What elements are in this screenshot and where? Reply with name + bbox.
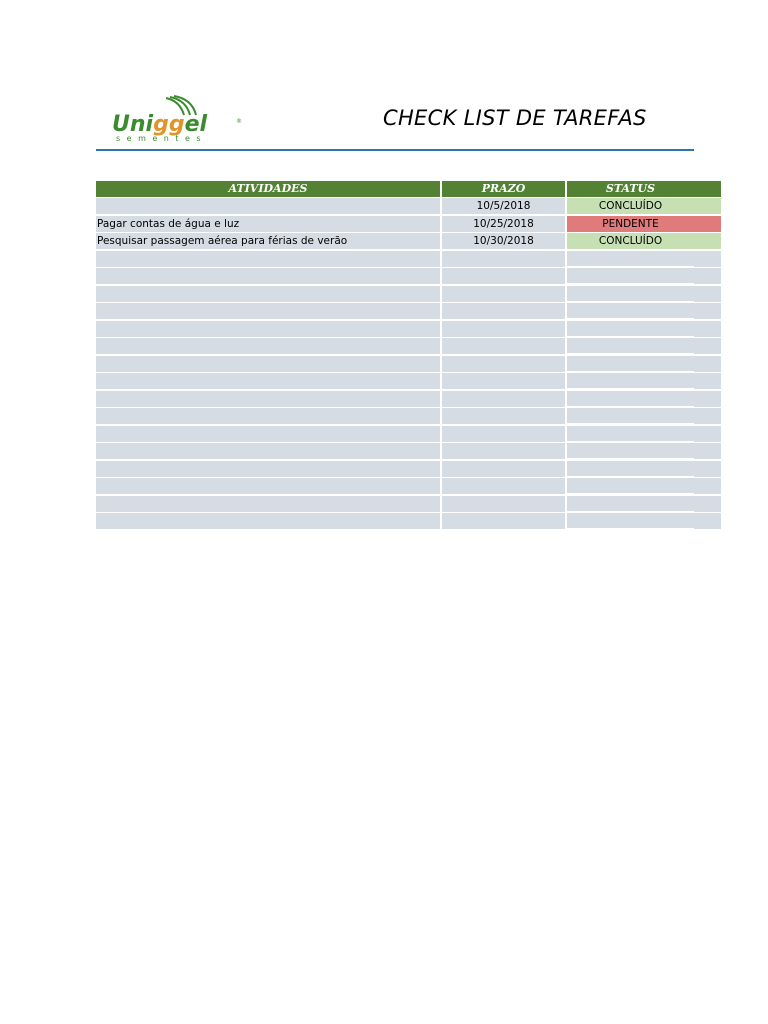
logo-graphic: [110, 95, 255, 145]
status-extra-cell: [694, 408, 721, 424]
prazo-cell[interactable]: [442, 408, 565, 424]
prazo-cell[interactable]: [442, 373, 565, 389]
atividade-cell[interactable]: [96, 251, 440, 267]
prazo-cell[interactable]: [442, 321, 565, 337]
table-body: [96, 198, 721, 529]
prazo-cell[interactable]: [442, 513, 565, 529]
status-extra-cell: [694, 338, 721, 354]
table-row: [96, 408, 721, 424]
atividade-cell[interactable]: [96, 426, 440, 442]
status-cell[interactable]: PENDENTE: [567, 216, 694, 232]
status-cell[interactable]: [567, 513, 694, 529]
status-cell[interactable]: [567, 251, 694, 267]
status-cell[interactable]: CONCLUÍDO: [567, 233, 694, 249]
uniggel-logo: [110, 95, 255, 145]
table-row: [96, 373, 721, 389]
table-row: [96, 426, 721, 442]
status-extra-cell: [694, 496, 721, 512]
status-extra-cell: [694, 426, 721, 442]
status-extra-cell: [694, 513, 721, 529]
status-cell[interactable]: [567, 338, 694, 354]
status-cell[interactable]: [567, 443, 694, 459]
table-row: [96, 391, 721, 407]
table-row: [96, 286, 721, 302]
prazo-cell[interactable]: [442, 251, 565, 267]
status-cell[interactable]: [567, 303, 694, 319]
prazo-cell[interactable]: [442, 443, 565, 459]
atividade-cell[interactable]: Pesquisar passagem aérea para férias de verão: [96, 233, 440, 249]
table-row: [96, 338, 721, 354]
atividade-cell[interactable]: [96, 391, 440, 407]
prazo-cell[interactable]: [442, 391, 565, 407]
status-extra-cell: [694, 443, 721, 459]
status-cell[interactable]: [567, 391, 694, 407]
status-cell[interactable]: [567, 321, 694, 337]
atividade-cell[interactable]: [96, 286, 440, 302]
logo-subtext: sementes: [116, 134, 208, 143]
status-cell[interactable]: [567, 496, 694, 512]
column-header-prazo: PRAZO: [442, 181, 565, 197]
page-title: CHECK LIST DE TAREFAS: [383, 106, 647, 130]
table-row: [96, 303, 721, 319]
table-row: [96, 443, 721, 459]
table-row: [96, 461, 721, 477]
logo-wordmark: Uniggel: [112, 112, 208, 137]
prazo-cell[interactable]: [442, 461, 565, 477]
atividade-cell[interactable]: [96, 408, 440, 424]
atividade-cell[interactable]: [96, 268, 440, 284]
table-row: [96, 268, 721, 284]
atividade-cell[interactable]: [96, 338, 440, 354]
atividade-cell[interactable]: [96, 496, 440, 512]
atividade-cell[interactable]: [96, 443, 440, 459]
atividade-cell[interactable]: [96, 461, 440, 477]
atividade-cell[interactable]: [96, 513, 440, 529]
task-table: [96, 181, 721, 531]
atividade-cell[interactable]: [96, 356, 440, 372]
status-extra-cell: [694, 233, 721, 249]
table-header-row: [96, 181, 721, 197]
prazo-cell[interactable]: [442, 426, 565, 442]
table-row: [96, 198, 721, 214]
header-extra-cell: [694, 181, 721, 197]
table-row: [96, 216, 721, 232]
column-header-atividades: ATIVIDADES: [96, 181, 440, 197]
status-extra-cell: [694, 478, 721, 494]
prazo-cell[interactable]: 10/30/2018: [442, 233, 565, 249]
atividade-cell[interactable]: [96, 373, 440, 389]
atividade-cell[interactable]: [96, 303, 440, 319]
status-cell[interactable]: [567, 461, 694, 477]
table-row: [96, 513, 721, 529]
prazo-cell[interactable]: [442, 303, 565, 319]
prazo-cell[interactable]: [442, 286, 565, 302]
table-row: [96, 478, 721, 494]
status-extra-cell: [694, 321, 721, 337]
prazo-cell[interactable]: [442, 496, 565, 512]
table-row: [96, 233, 721, 249]
table-row: [96, 496, 721, 512]
status-extra-cell: [694, 356, 721, 372]
prazo-cell[interactable]: 10/5/2018: [442, 198, 565, 214]
status-extra-cell: [694, 268, 721, 284]
status-extra-cell: [694, 461, 721, 477]
prazo-cell[interactable]: [442, 478, 565, 494]
status-cell[interactable]: [567, 268, 694, 284]
column-header-status: STATUS: [567, 181, 694, 197]
atividade-cell[interactable]: [96, 478, 440, 494]
table-row: [96, 251, 721, 267]
table-row: [96, 356, 721, 372]
status-cell[interactable]: [567, 478, 694, 494]
status-cell[interactable]: [567, 286, 694, 302]
status-extra-cell: [694, 391, 721, 407]
registered-mark: ®: [236, 118, 242, 125]
title-divider: [96, 149, 694, 151]
status-extra-cell: [694, 286, 721, 302]
status-cell[interactable]: [567, 408, 694, 424]
atividade-cell[interactable]: Pagar contas de água e luz: [96, 216, 440, 232]
status-cell[interactable]: [567, 356, 694, 372]
prazo-cell[interactable]: [442, 338, 565, 354]
prazo-cell[interactable]: [442, 268, 565, 284]
prazo-cell[interactable]: [442, 356, 565, 372]
atividade-cell[interactable]: [96, 198, 440, 214]
prazo-cell[interactable]: 10/25/2018: [442, 216, 565, 232]
atividade-cell[interactable]: [96, 321, 440, 337]
status-extra-cell: [694, 373, 721, 389]
status-cell[interactable]: [567, 373, 694, 389]
status-extra-cell: [694, 303, 721, 319]
status-extra-cell: [694, 216, 721, 232]
table-row: [96, 321, 721, 337]
status-cell[interactable]: CONCLUÍDO: [567, 198, 694, 214]
status-cell[interactable]: [567, 426, 694, 442]
status-extra-cell: [694, 251, 721, 267]
status-extra-cell: [694, 198, 721, 214]
